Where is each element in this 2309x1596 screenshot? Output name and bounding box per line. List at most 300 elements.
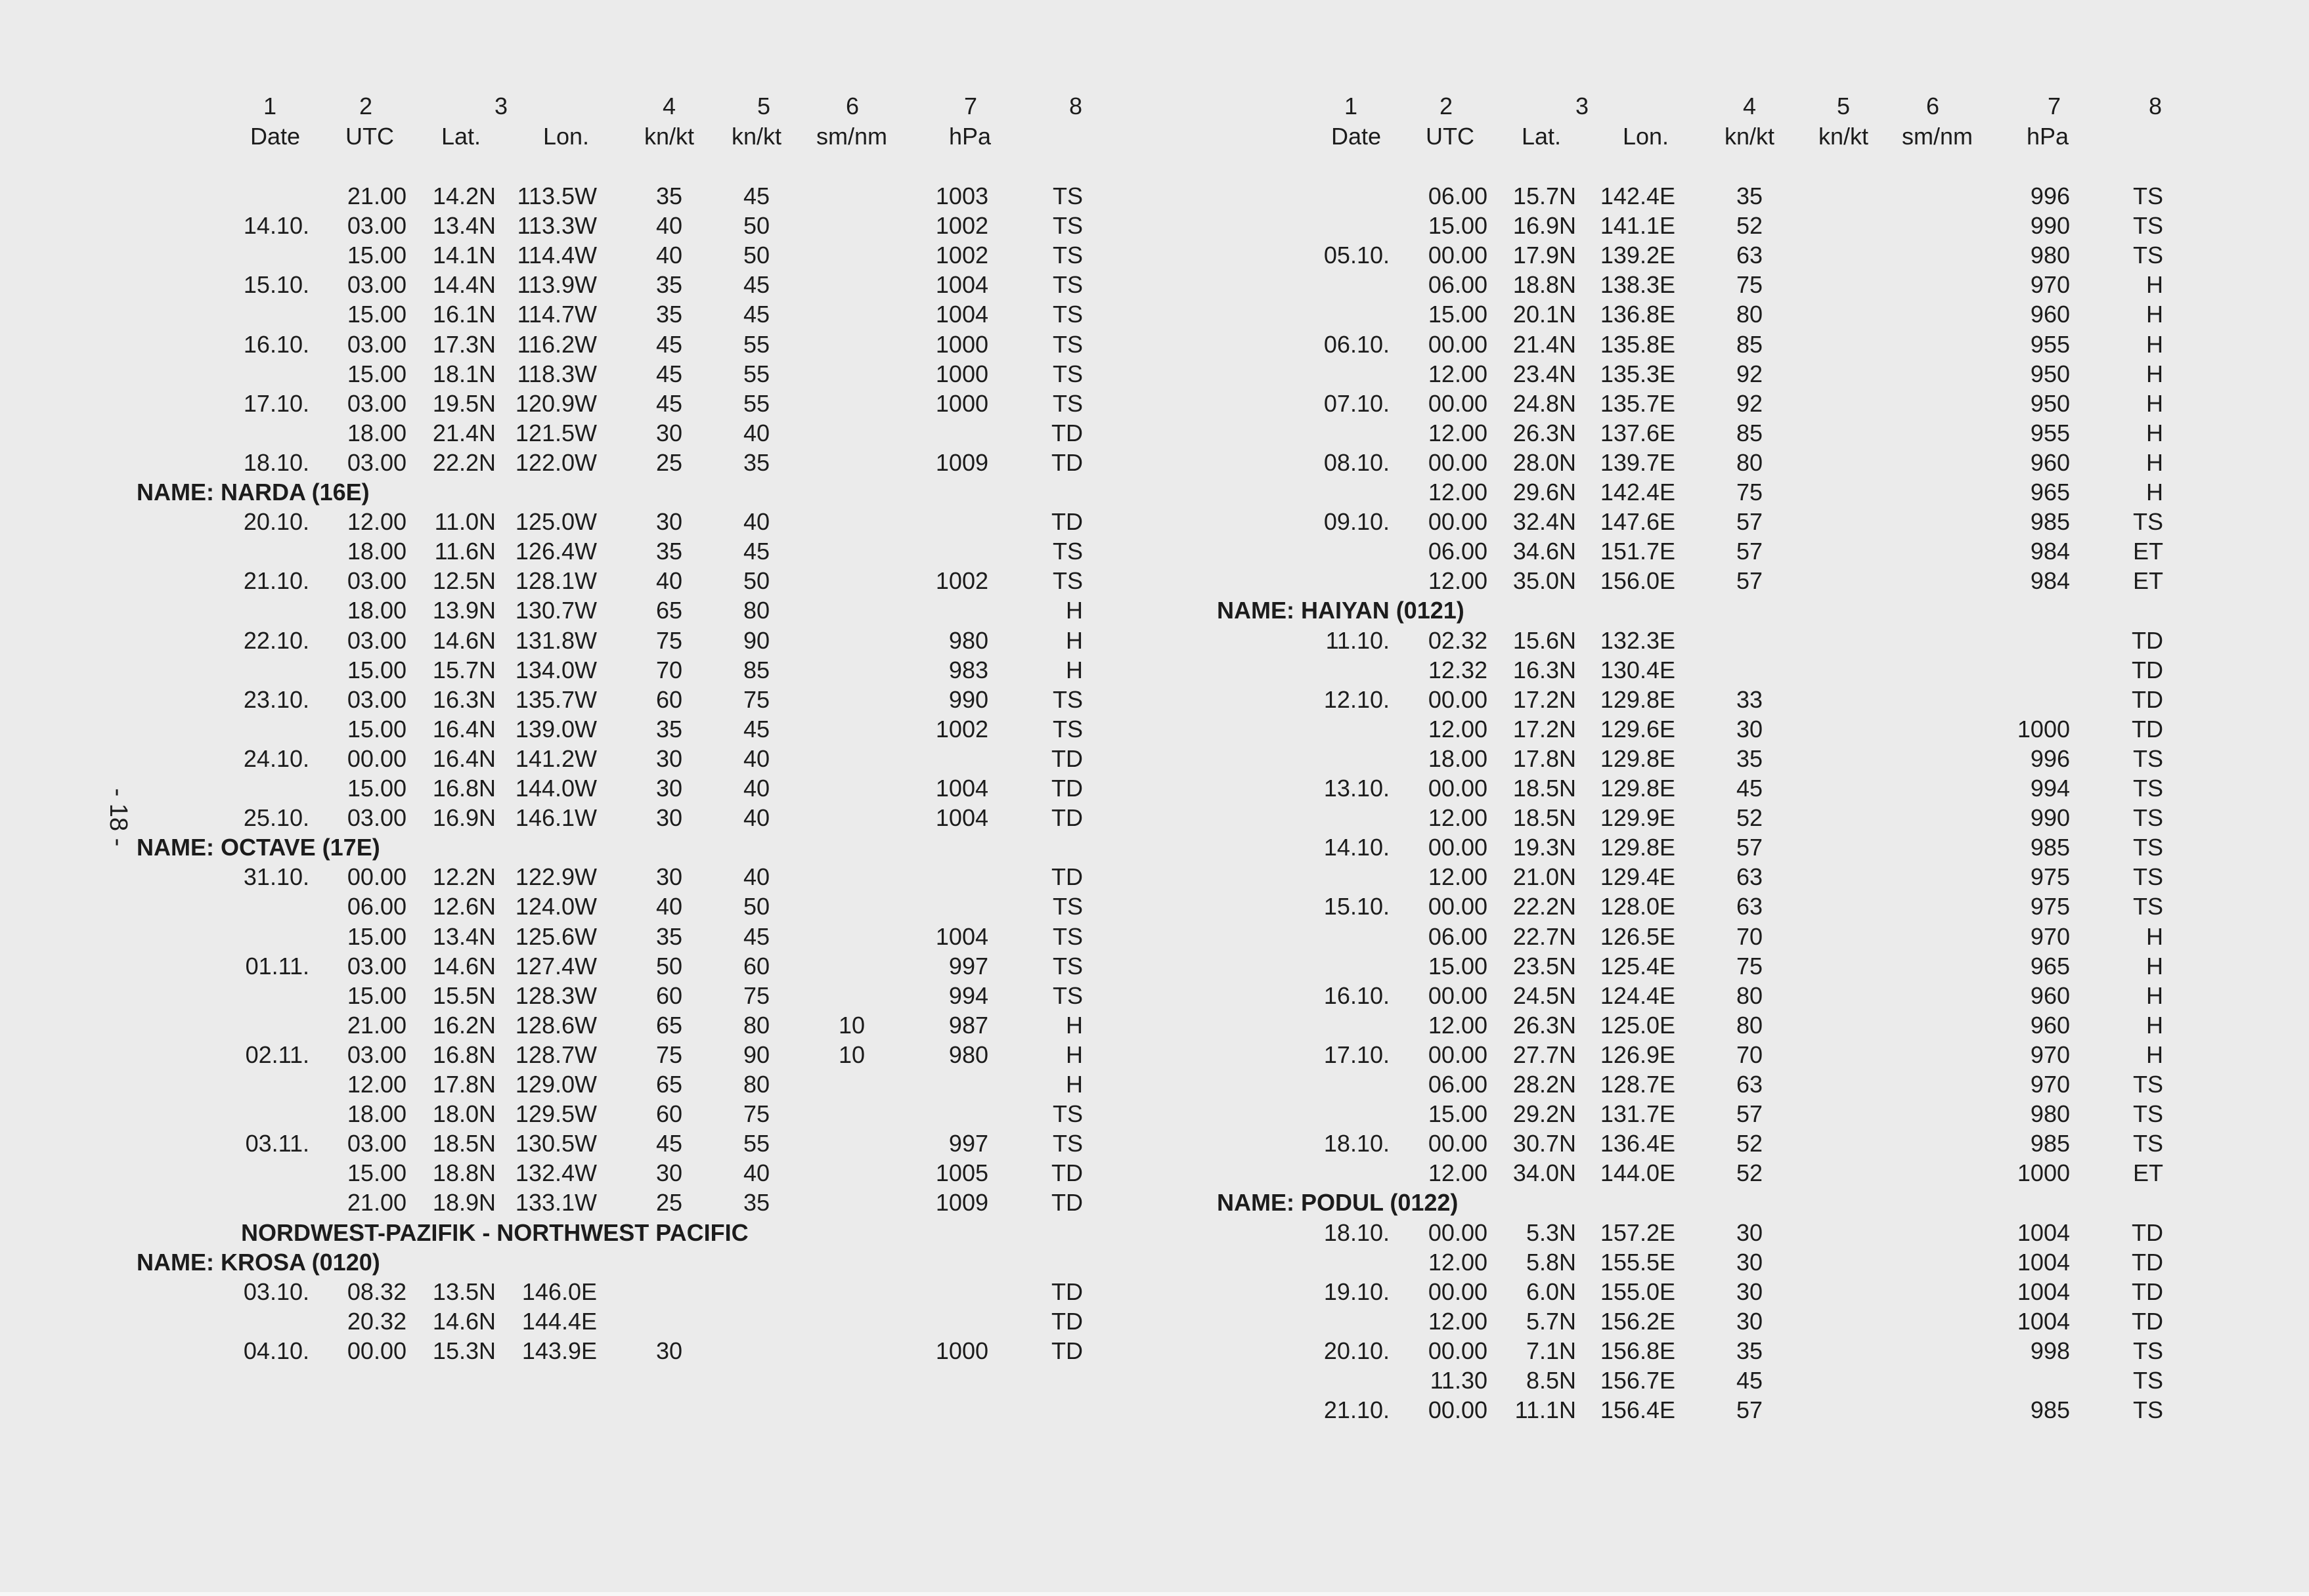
cell-utc: 12.00 <box>1428 567 1487 595</box>
cell-wind-kt-4: 52 <box>1736 212 1763 240</box>
cell-lon: 132.3E <box>1600 626 1675 654</box>
cell-pressure: 1000 <box>2017 715 2070 743</box>
cell-lon: 151.7E <box>1600 538 1675 565</box>
cell-date: 31.10. <box>243 863 309 891</box>
cell-lon: 129.8E <box>1600 775 1675 802</box>
cell-lat: 23.5N <box>1512 952 1576 980</box>
cell-lon: 129.5W <box>515 1100 597 1128</box>
cell-wind-kt-5: 55 <box>743 389 770 417</box>
cell-lon: 131.7E <box>1600 1100 1675 1128</box>
cell-pressure: 1003 <box>935 183 988 209</box>
cell-pressure: 980 <box>948 1041 988 1068</box>
cell-pressure: 955 <box>2030 419 2070 446</box>
header-number: 8 <box>1068 93 1083 119</box>
cell-pressure: 1004 <box>935 301 988 328</box>
cell-lat: 18.5N <box>1512 775 1576 802</box>
header-unit-radius: sm/nm <box>1902 123 1973 150</box>
cell-pressure: 994 <box>948 981 988 1009</box>
cell-wind-kt-4: 80 <box>1736 981 1763 1009</box>
storm-name-heading: NAME: KROSA (0120) <box>137 1248 380 1276</box>
cell-class: TD <box>1051 1278 1083 1305</box>
cell-class: TD <box>2132 656 2163 683</box>
cell-wind-kt-4: 63 <box>1736 863 1763 891</box>
cell-lon: 129.8E <box>1600 834 1675 861</box>
cell-lat: 24.5N <box>1512 981 1576 1009</box>
cell-pressure: 985 <box>2030 834 2070 861</box>
cell-class: TS <box>1052 567 1083 595</box>
cell-lat: 16.3N <box>1512 656 1576 683</box>
cell-lat: 14.4N <box>432 271 496 299</box>
cell-wind-kt-4: 57 <box>1736 567 1763 595</box>
cell-lat: 18.9N <box>432 1189 496 1217</box>
cell-wind-kt-5: 80 <box>743 597 770 624</box>
cell-class: TS <box>2132 775 2163 802</box>
cell-date: 24.10. <box>243 744 309 772</box>
cell-wind-kt-4: 65 <box>655 1071 683 1098</box>
cell-lat: 14.1N <box>432 242 496 269</box>
cell-lat: 18.5N <box>432 1130 496 1157</box>
cell-class: TD <box>1051 1159 1083 1187</box>
cell-lat: 14.6N <box>432 952 496 980</box>
cell-wind-kt-5: 90 <box>743 626 770 654</box>
cell-class: TS <box>2132 863 2163 891</box>
cell-utc: 20.32 <box>347 1307 407 1335</box>
cell-wind-kt-4: 30 <box>655 775 683 802</box>
header-number: 1 <box>1344 93 1358 119</box>
cell-wind-kt-4: 35 <box>1736 744 1763 772</box>
cell-pressure: 960 <box>2030 981 2070 1009</box>
cell-wind-kt-4: 65 <box>655 1011 683 1039</box>
cell-class: TD <box>1051 804 1083 832</box>
cell-lat: 17.2N <box>1512 685 1576 713</box>
cell-class: TS <box>2132 1071 2163 1098</box>
cell-wind-kt-4: 40 <box>655 212 683 240</box>
cell-pressure: 950 <box>2030 389 2070 417</box>
cell-lon: 155.0E <box>1600 1278 1675 1305</box>
cell-class: TS <box>1052 360 1083 387</box>
cell-class: TD <box>1051 775 1083 802</box>
cell-class: TS <box>2132 212 2163 240</box>
cell-lon: 125.6W <box>515 922 597 950</box>
cell-lat: 34.0N <box>1512 1159 1576 1187</box>
cell-pressure: 1004 <box>2017 1278 2070 1305</box>
cell-lat: 13.4N <box>432 212 496 240</box>
cell-lat: 21.4N <box>1512 330 1576 358</box>
cell-pressure: 955 <box>2030 330 2070 358</box>
cell-class: TS <box>1052 212 1083 240</box>
header-unit-radius: sm/nm <box>816 123 887 150</box>
cell-lat: 11.1N <box>1514 1396 1576 1424</box>
cell-lat: 16.1N <box>432 301 496 328</box>
cell-class: H <box>1066 656 1083 683</box>
cell-utc: 21.00 <box>347 1011 407 1039</box>
cell-wind-kt-4: 57 <box>1736 1396 1763 1424</box>
cell-pressure: 970 <box>2030 1041 2070 1068</box>
header-number: 6 <box>845 93 860 119</box>
cell-lon: 136.8E <box>1600 301 1675 328</box>
cell-lon: 128.7W <box>515 1041 597 1068</box>
cell-wind-kt-5: 75 <box>743 1100 770 1128</box>
header-number: 4 <box>1742 93 1757 119</box>
cell-utc: 00.00 <box>1428 1278 1487 1305</box>
cell-lat: 30.7N <box>1512 1130 1576 1157</box>
cell-utc: 21.00 <box>347 183 407 209</box>
cell-wind-kt-5: 85 <box>743 656 770 683</box>
cell-utc: 11.30 <box>1430 1367 1487 1394</box>
cell-lon: 134.0W <box>515 656 597 683</box>
header-unit-wind-kt-5: kn/kt <box>1818 123 1869 150</box>
cell-wind-kt-4: 57 <box>1736 508 1763 536</box>
cell-class: H <box>2146 479 2163 506</box>
cell-lon: 139.2E <box>1600 242 1675 269</box>
cell-wind-kt-5: 45 <box>743 301 770 328</box>
cell-utc: 00.00 <box>1428 1130 1487 1157</box>
cell-class: TS <box>2132 508 2163 536</box>
cell-lon: 141.1E <box>1600 212 1675 240</box>
cell-class: TD <box>2132 626 2163 654</box>
cell-class: TS <box>1052 685 1083 713</box>
cell-wind-kt-5: 80 <box>743 1011 770 1039</box>
cell-class: TS <box>1052 538 1083 565</box>
cell-wind-kt-4: 30 <box>655 804 683 832</box>
cell-lat: 13.5N <box>432 1278 496 1305</box>
cell-class: TD <box>1051 1189 1083 1217</box>
cell-lat: 16.3N <box>432 685 496 713</box>
cell-lon: 124.0W <box>515 893 597 920</box>
cell-class: TD <box>2132 1307 2163 1335</box>
cell-wind-kt-4: 45 <box>655 360 683 387</box>
cell-date: 21.10. <box>243 567 309 595</box>
cell-pressure: 980 <box>948 626 988 654</box>
cell-date: 17.10. <box>1323 1041 1390 1068</box>
cell-lon: 129.8E <box>1600 685 1675 713</box>
header-unit-wind-kt-5: kn/kt <box>731 123 782 150</box>
cell-class: TS <box>1052 715 1083 743</box>
cell-lat: 13.4N <box>432 922 496 950</box>
cell-lat: 14.6N <box>432 1307 496 1335</box>
cell-pressure: 1002 <box>935 715 988 743</box>
header-number: 2 <box>1439 93 1453 119</box>
cell-date: 12.10. <box>1323 685 1390 713</box>
cell-utc: 03.00 <box>347 685 407 713</box>
cell-date: 17.10. <box>243 389 309 417</box>
cell-lat: 7.1N <box>1526 1337 1576 1364</box>
cell-date: 08.10. <box>1323 448 1390 476</box>
header-number: 6 <box>1925 93 1940 119</box>
cell-wind-kt-5: 40 <box>743 775 770 802</box>
cell-pressure: 1004 <box>935 271 988 299</box>
cell-lat: 15.7N <box>1512 183 1576 209</box>
cell-date: 05.10. <box>1323 242 1390 269</box>
cell-lat: 12.6N <box>432 893 496 920</box>
cell-class: TS <box>1052 1130 1083 1157</box>
cell-wind-kt-4: 52 <box>1736 1159 1763 1187</box>
cell-utc: 08.32 <box>347 1278 407 1305</box>
cell-lat: 13.9N <box>432 597 496 624</box>
cell-wind-kt-4: 75 <box>655 626 683 654</box>
cell-utc: 06.00 <box>1428 183 1487 209</box>
cell-wind-kt-4: 30 <box>1736 1307 1763 1335</box>
cell-pressure: 1002 <box>935 242 988 269</box>
cell-date: 16.10. <box>1323 981 1390 1009</box>
cell-class: H <box>2146 419 2163 446</box>
cell-utc: 15.00 <box>347 981 407 1009</box>
cell-wind-kt-4: 30 <box>655 1159 683 1187</box>
cell-class: H <box>1066 1041 1083 1068</box>
cell-pressure: 985 <box>2030 1396 2070 1424</box>
cell-date: 14.10. <box>1323 834 1390 861</box>
cell-utc: 12.00 <box>1428 804 1487 832</box>
cell-wind-kt-5: 60 <box>743 952 770 980</box>
cell-utc: 03.00 <box>347 626 407 654</box>
cell-lat: 8.5N <box>1526 1367 1576 1394</box>
cell-utc: 03.00 <box>347 448 407 476</box>
cell-date: 09.10. <box>1323 508 1390 536</box>
cell-lat: 14.2N <box>432 183 496 209</box>
cell-pressure: 985 <box>2030 508 2070 536</box>
cell-lon: 122.0W <box>515 448 597 476</box>
cell-lat: 16.4N <box>432 744 496 772</box>
cell-utc: 00.00 <box>1428 1396 1487 1424</box>
cell-pressure: 965 <box>2030 952 2070 980</box>
cell-lon: 146.1W <box>515 804 597 832</box>
cell-pressure: 996 <box>2030 183 2070 209</box>
cell-pressure: 1000 <box>935 360 988 387</box>
header-unit-date: Date <box>250 123 301 150</box>
cell-pressure: 990 <box>948 685 988 713</box>
cell-lon: 135.7E <box>1600 389 1675 417</box>
cell-lon: 128.1W <box>515 567 597 595</box>
cell-lon: 135.8E <box>1600 330 1675 358</box>
cell-lon: 146.0E <box>521 1278 597 1305</box>
cell-lon: 113.3W <box>517 212 597 240</box>
header-number: 3 <box>1575 93 1589 119</box>
cell-wind-kt-4: 50 <box>655 952 683 980</box>
cell-wind-kt-5: 75 <box>743 981 770 1009</box>
cell-lon: 118.3W <box>517 360 597 387</box>
cell-lat: 29.2N <box>1512 1100 1576 1128</box>
cell-lat: 15.5N <box>432 981 496 1009</box>
cell-lat: 18.8N <box>432 1159 496 1187</box>
cell-lon: 125.4E <box>1600 952 1675 980</box>
cell-wind-kt-4: 85 <box>1736 330 1763 358</box>
cell-lat: 34.6N <box>1512 538 1576 565</box>
header-unit-utc: UTC <box>1426 123 1474 150</box>
cell-wind-kt-5: 80 <box>743 1071 770 1098</box>
cell-class: TS <box>1052 389 1083 417</box>
cell-wind-kt-4: 75 <box>1736 952 1763 980</box>
cell-wind-kt-5: 55 <box>743 360 770 387</box>
cell-wind-kt-5: 40 <box>743 863 770 891</box>
cell-lon: 144.0W <box>515 775 597 802</box>
cell-wind-kt-4: 35 <box>655 271 683 299</box>
cell-wind-kt-4: 30 <box>1736 1219 1763 1246</box>
cell-lon: 142.4E <box>1600 183 1675 209</box>
cell-lon: 156.2E <box>1600 1307 1675 1335</box>
cell-utc: 18.00 <box>347 538 407 565</box>
cell-utc: 12.00 <box>347 508 407 536</box>
cell-lat: 22.7N <box>1512 922 1576 950</box>
cell-lat: 22.2N <box>1512 893 1576 920</box>
cell-lon: 141.2W <box>515 744 597 772</box>
cell-pressure: 1004 <box>935 775 988 802</box>
cell-utc: 00.00 <box>1428 1041 1487 1068</box>
cell-lat: 24.8N <box>1512 389 1576 417</box>
cell-pressure: 1009 <box>935 448 988 476</box>
cell-utc: 00.00 <box>1428 508 1487 536</box>
cell-utc: 12.00 <box>347 1071 407 1098</box>
cell-utc: 00.00 <box>1428 1337 1487 1364</box>
cell-wind-kt-4: 35 <box>1736 1337 1763 1364</box>
cell-wind-kt-5: 45 <box>743 922 770 950</box>
cell-wind-kt-4: 35 <box>655 183 683 209</box>
cell-class: TS <box>1052 330 1083 358</box>
cell-utc: 18.00 <box>347 419 407 446</box>
cell-wind-kt-4: 80 <box>1736 448 1763 476</box>
cell-utc: 15.00 <box>1428 212 1487 240</box>
cell-wind-kt-4: 30 <box>1736 1278 1763 1305</box>
cell-wind-kt-4: 35 <box>655 715 683 743</box>
cell-lon: 131.8W <box>515 626 597 654</box>
cell-lat: 14.6N <box>432 626 496 654</box>
cell-date: 02.11. <box>245 1041 309 1068</box>
cell-lon: 120.9W <box>515 389 597 417</box>
cell-lat: 15.7N <box>432 656 496 683</box>
cell-lat: 16.9N <box>1512 212 1576 240</box>
cell-class: TD <box>2132 1278 2163 1305</box>
cell-wind-kt-4: 60 <box>655 1100 683 1128</box>
cell-lat: 21.4N <box>432 419 496 446</box>
cell-utc: 12.00 <box>1428 863 1487 891</box>
cell-date: 13.10. <box>1323 775 1390 802</box>
cell-pressure: 975 <box>2030 863 2070 891</box>
cell-lat: 16.9N <box>432 804 496 832</box>
cell-wind-kt-4: 30 <box>655 1337 683 1364</box>
cell-class: TD <box>1051 863 1083 891</box>
cell-utc: 00.00 <box>347 1337 407 1364</box>
cell-date: 22.10. <box>243 626 309 654</box>
cell-lon: 126.4W <box>515 538 597 565</box>
cell-class: TS <box>2132 1367 2163 1394</box>
cell-date: 01.11. <box>245 952 309 980</box>
cell-wind-kt-4: 35 <box>1736 183 1763 209</box>
cell-date: 16.10. <box>243 330 309 358</box>
cell-date: 25.10. <box>243 804 309 832</box>
cell-class: TS <box>1052 1100 1083 1128</box>
cell-wind-kt-4: 57 <box>1736 1100 1763 1128</box>
cell-radius: 10 <box>838 1041 866 1068</box>
cell-lat: 29.6N <box>1512 479 1576 506</box>
cell-wind-kt-5: 40 <box>743 804 770 832</box>
cell-utc: 02.32 <box>1428 626 1487 654</box>
cell-wind-kt-5: 40 <box>743 419 770 446</box>
cell-class: TD <box>1051 419 1083 446</box>
cell-lat: 26.3N <box>1512 1011 1576 1039</box>
cell-pressure: 1002 <box>935 212 988 240</box>
cell-pressure: 965 <box>2030 479 2070 506</box>
cell-utc: 03.00 <box>347 271 407 299</box>
cell-lat: 11.0N <box>434 508 496 536</box>
cell-wind-kt-4: 92 <box>1736 389 1763 417</box>
cell-lon: 127.4W <box>515 952 597 980</box>
cell-wind-kt-4: 52 <box>1736 804 1763 832</box>
cell-utc: 06.00 <box>1428 922 1487 950</box>
cell-wind-kt-4: 80 <box>1736 301 1763 328</box>
header-number: 4 <box>662 93 676 119</box>
cell-class: H <box>2146 1011 2163 1039</box>
cell-lat: 35.0N <box>1512 567 1576 595</box>
cell-wind-kt-4: 45 <box>1736 775 1763 802</box>
cell-class: TS <box>1052 242 1083 269</box>
cell-date: 15.10. <box>1323 893 1390 920</box>
cell-utc: 00.00 <box>347 744 407 772</box>
cell-wind-kt-4: 70 <box>655 656 683 683</box>
cell-pressure: 1005 <box>935 1159 988 1187</box>
cell-lat: 19.3N <box>1512 834 1576 861</box>
cell-pressure: 960 <box>2030 1011 2070 1039</box>
cell-utc: 00.00 <box>1428 389 1487 417</box>
cell-wind-kt-5: 45 <box>743 538 770 565</box>
cell-lon: 155.5E <box>1600 1248 1675 1276</box>
cell-lat: 16.8N <box>432 1041 496 1068</box>
header-unit-pressure: hPa <box>2026 123 2069 150</box>
cell-class: TD <box>2132 1219 2163 1246</box>
cell-lon: 156.8E <box>1600 1337 1675 1364</box>
cell-lat: 32.4N <box>1512 508 1576 536</box>
cell-utc: 12.00 <box>1428 360 1487 387</box>
cell-lat: 11.6N <box>434 538 496 565</box>
cell-date: 03.11. <box>245 1130 309 1157</box>
cell-lat: 16.4N <box>432 715 496 743</box>
cell-class: H <box>2146 952 2163 980</box>
cell-class: TS <box>1052 952 1083 980</box>
cell-utc: 00.00 <box>1428 834 1487 861</box>
cell-class: TD <box>2132 1248 2163 1276</box>
cell-class: H <box>2146 448 2163 476</box>
cell-class: TS <box>2132 1130 2163 1157</box>
cell-class: ET <box>2132 1159 2163 1187</box>
cell-wind-kt-4: 30 <box>655 744 683 772</box>
cell-utc: 15.00 <box>347 360 407 387</box>
cell-utc: 03.00 <box>347 212 407 240</box>
cell-class: TS <box>1052 183 1083 209</box>
cell-utc: 18.00 <box>1428 744 1487 772</box>
cell-pressure: 960 <box>2030 448 2070 476</box>
cell-pressure: 994 <box>2030 775 2070 802</box>
cell-lat: 17.8N <box>432 1071 496 1098</box>
cell-pressure: 985 <box>2030 1130 2070 1157</box>
cell-lat: 15.6N <box>1512 626 1576 654</box>
cell-lon: 114.4W <box>517 242 597 269</box>
cell-lon: 114.7W <box>517 301 597 328</box>
cell-class: H <box>1066 626 1083 654</box>
cell-pressure: 980 <box>2030 1100 2070 1128</box>
cell-wind-kt-4: 65 <box>655 597 683 624</box>
cell-pressure: 970 <box>2030 271 2070 299</box>
cell-utc: 00.00 <box>1428 1219 1487 1246</box>
cell-utc: 00.00 <box>1428 775 1487 802</box>
cell-lat: 21.0N <box>1512 863 1576 891</box>
cell-wind-kt-4: 35 <box>655 922 683 950</box>
cell-class: H <box>2146 981 2163 1009</box>
cell-class: TS <box>1052 301 1083 328</box>
cell-utc: 06.00 <box>1428 271 1487 299</box>
cell-lon: 143.9E <box>521 1337 597 1364</box>
cell-lat: 26.3N <box>1512 419 1576 446</box>
cell-class: TD <box>2132 715 2163 743</box>
cell-pressure: 980 <box>2030 242 2070 269</box>
cell-wind-kt-4: 57 <box>1736 834 1763 861</box>
